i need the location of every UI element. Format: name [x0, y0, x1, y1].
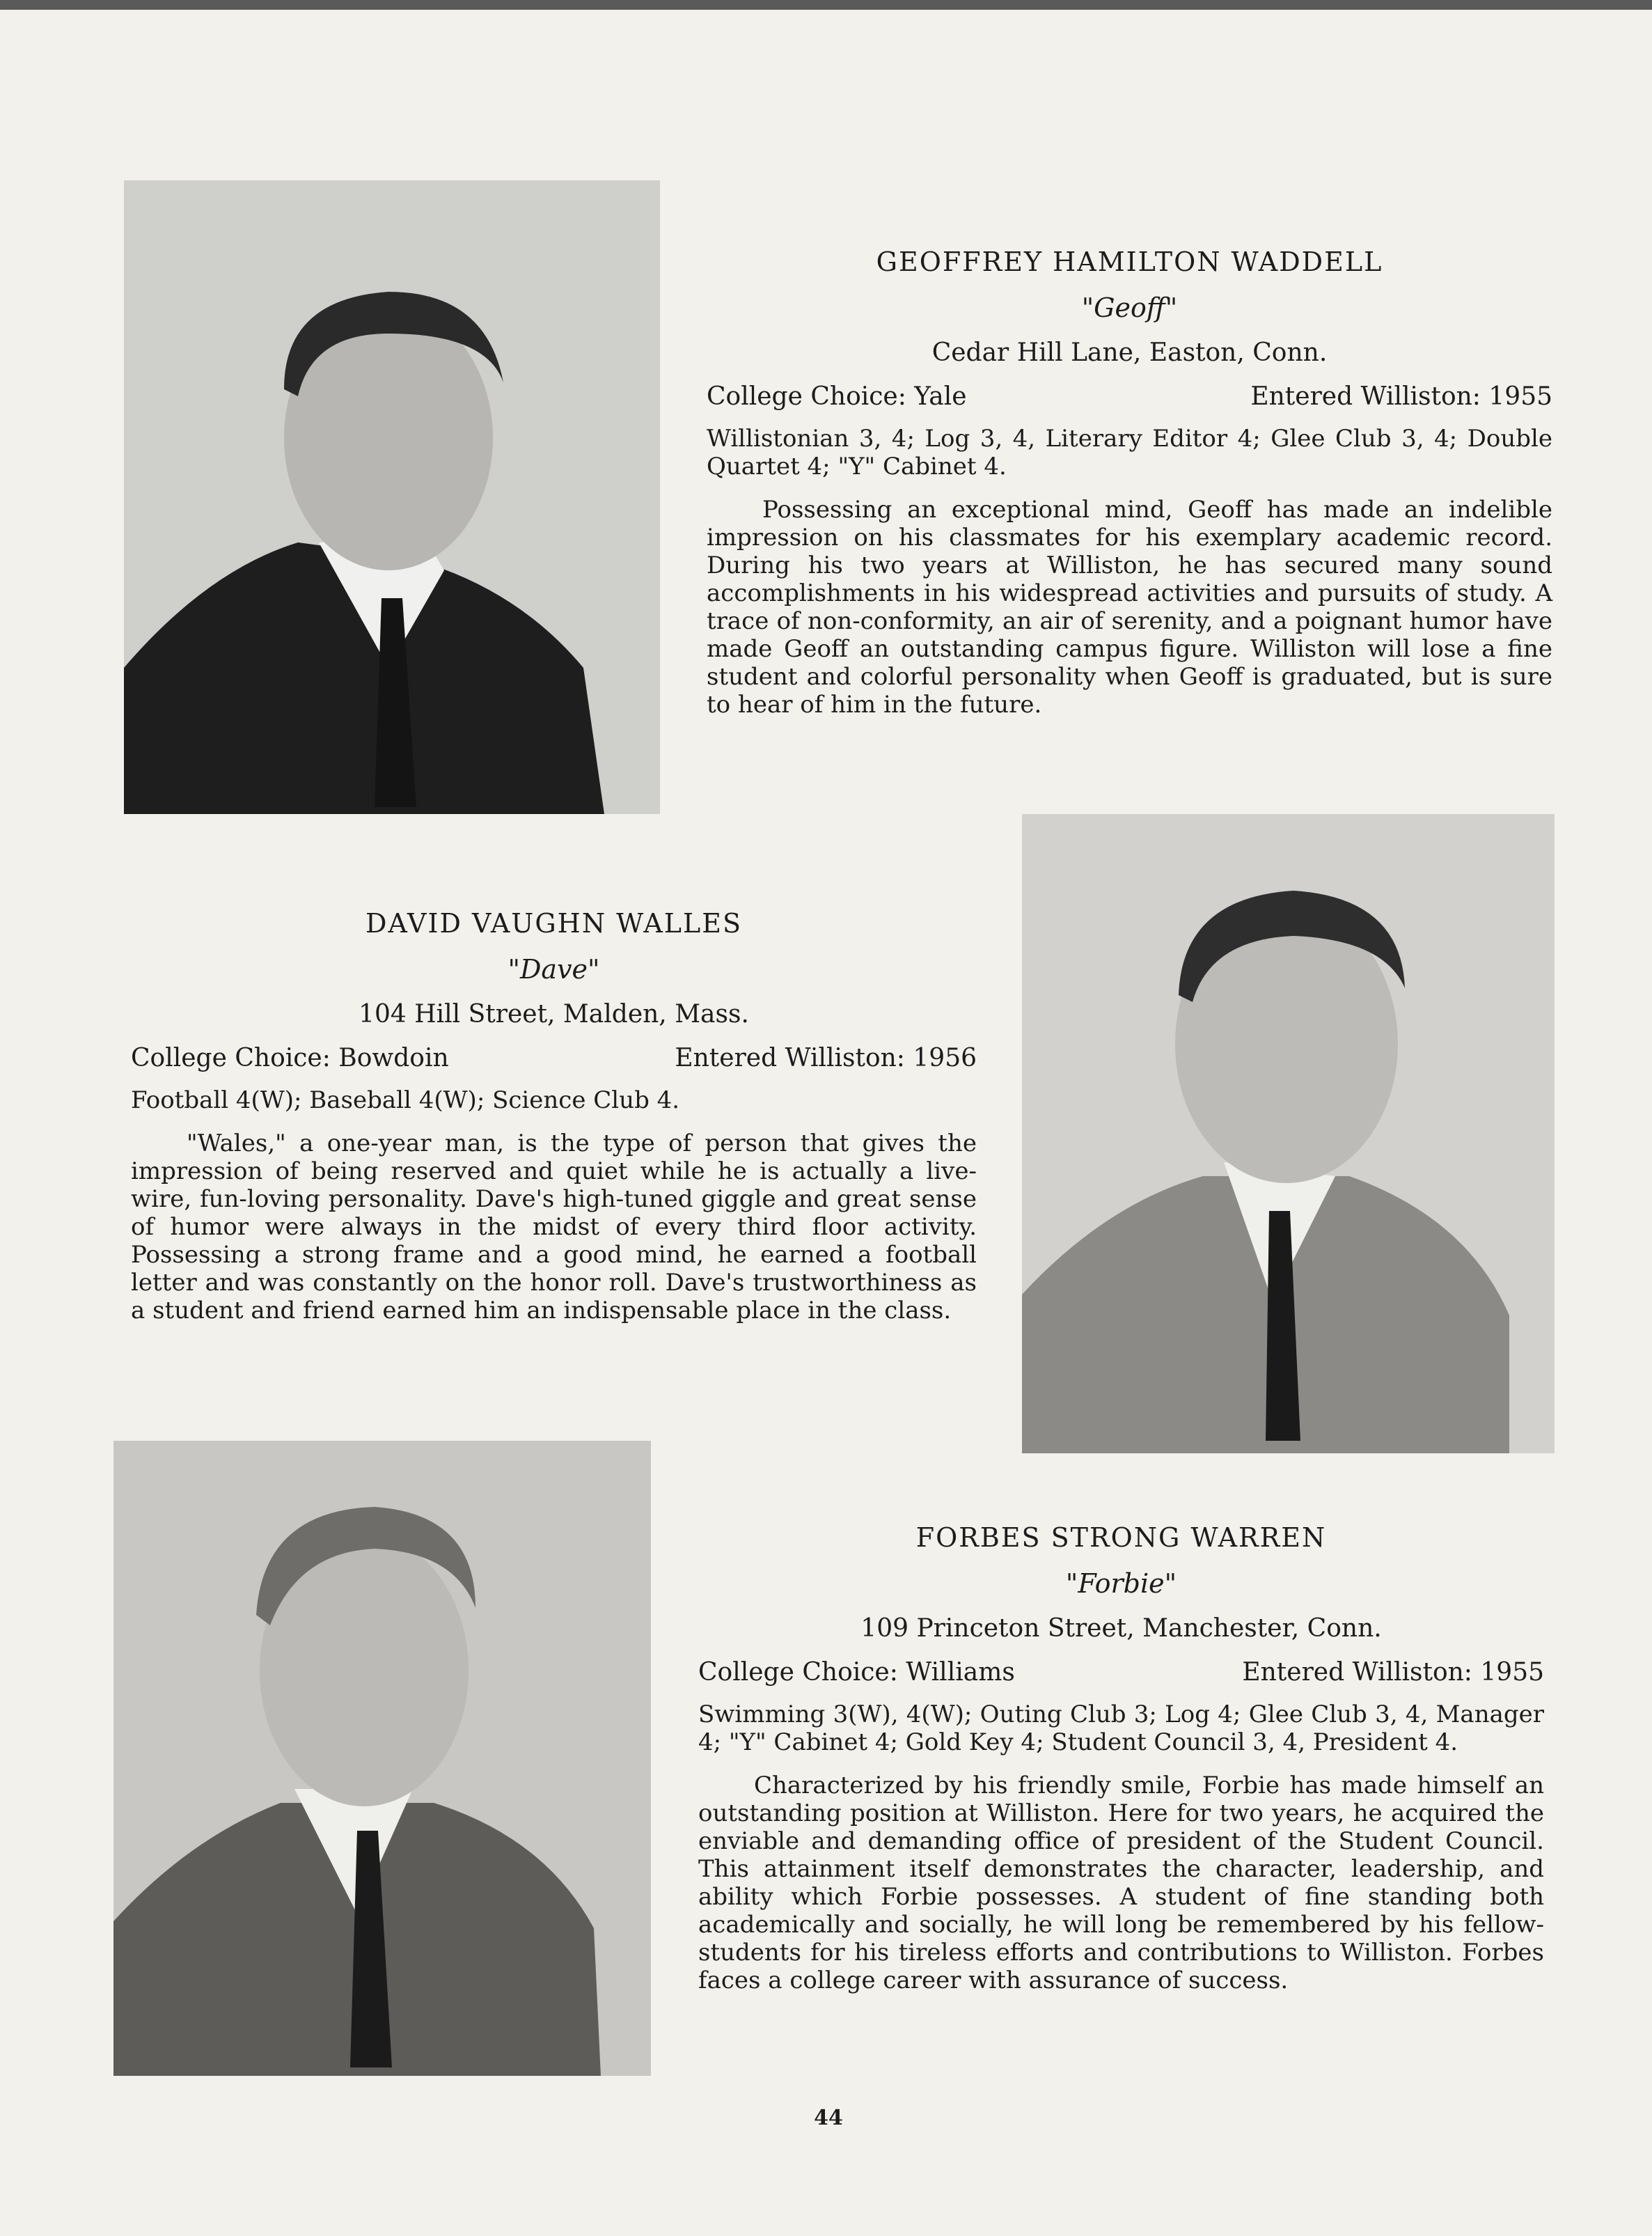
entered-year: Entered Williston: 1955 [1242, 1658, 1544, 1687]
portrait-photo-waddell [124, 180, 660, 814]
college-choice: College Choice: Yale [707, 382, 967, 411]
student-name: GEOFFREY HAMILTON WADDELL [876, 247, 1383, 277]
college-choice: College Choice: Williams [698, 1658, 1015, 1687]
student-description: "Wales," a one-year man, is the type of person that gives the impression of being reserved and quiet while he is actually a live-wire, fun-loving personality. Dave's high-tuned giggle and great sense of humor were always in the midst of every third floor activity. Possessing a strong frame and a good mind, he earned a football letter and was constantly on the honor roll. Dave's trustworthiness as a student and friend earned him an indispensable place in the class. [131, 1129, 977, 1324]
student-address: 109 Princeton Street, Manchester, Conn. [860, 1614, 1382, 1643]
student-activities: Football 4(W); Baseball 4(W); Science Club 4. [131, 1086, 680, 1114]
student-nickname: "Geoff" [1081, 292, 1178, 323]
student-entry-warren [698, 1522, 1544, 1994]
student-entry-waddell [707, 247, 1552, 719]
student-address: 104 Hill Street, Malden, Mass. [359, 1000, 749, 1029]
student-activities: Swimming 3(W), 4(W); Outing Club 3; Log 4; Glee Club 3, 4, Manager 4; "Y" Cabinet 4; Gold Key 4; Student Council 3, 4, President 4. [698, 1701, 1544, 1756]
student-entry-walles [131, 908, 977, 1324]
student-nickname: "Forbie" [1065, 1568, 1177, 1599]
college-row [707, 382, 1552, 411]
student-name: FORBES STRONG WARREN [915, 1522, 1327, 1553]
portrait-photo-walles [1022, 814, 1555, 1453]
college-choice: College Choice: Bowdoin [131, 1044, 449, 1072]
student-description: Possessing an exceptional mind, Geoff has made an indelible impression on his classmates for his exemplary academic record. During his two years at Williston, he has secured many sound accomplishments in his widespread activities and pursuits of study. A trace of non-conformity, an air of serenity, and a poignant humor have made Geoff an outstanding campus figure. Williston will lose a fine student and colorful personality when Geoff is graduated, but is sure to hear of him in the future. [707, 496, 1552, 719]
college-row [698, 1658, 1544, 1687]
student-activities: Willistonian 3, 4; Log 3, 4, Literary Editor 4; Glee Club 3, 4; Double Quartet 4; "Y" Cabinet 4. [707, 425, 1552, 480]
student-name: DAVID VAUGHN WALLES [365, 908, 743, 939]
student-address: Cedar Hill Lane, Easton, Conn. [931, 338, 1328, 367]
entered-year: Entered Williston: 1956 [675, 1044, 977, 1072]
college-row [131, 1044, 977, 1072]
portrait-photo-warren [113, 1441, 651, 2076]
student-nickname: "Dave" [508, 954, 600, 985]
student-description: Characterized by his friendly smile, Forbie has made himself an outstanding position at Williston. Here for two years, he acquired the enviable and demanding office of president of the Student Council. This attainment itself demonstrates the character, leadership, and ability which Forbie possesses. A student of fine standing both academically and socially, he will long be remembered by his fellow-students for his tireless efforts and contributions to Williston. Forbes faces a college career with assurance of success. [698, 1772, 1544, 1994]
entered-year: Entered Williston: 1955 [1250, 382, 1552, 411]
page-number: 44 [814, 2106, 843, 2130]
